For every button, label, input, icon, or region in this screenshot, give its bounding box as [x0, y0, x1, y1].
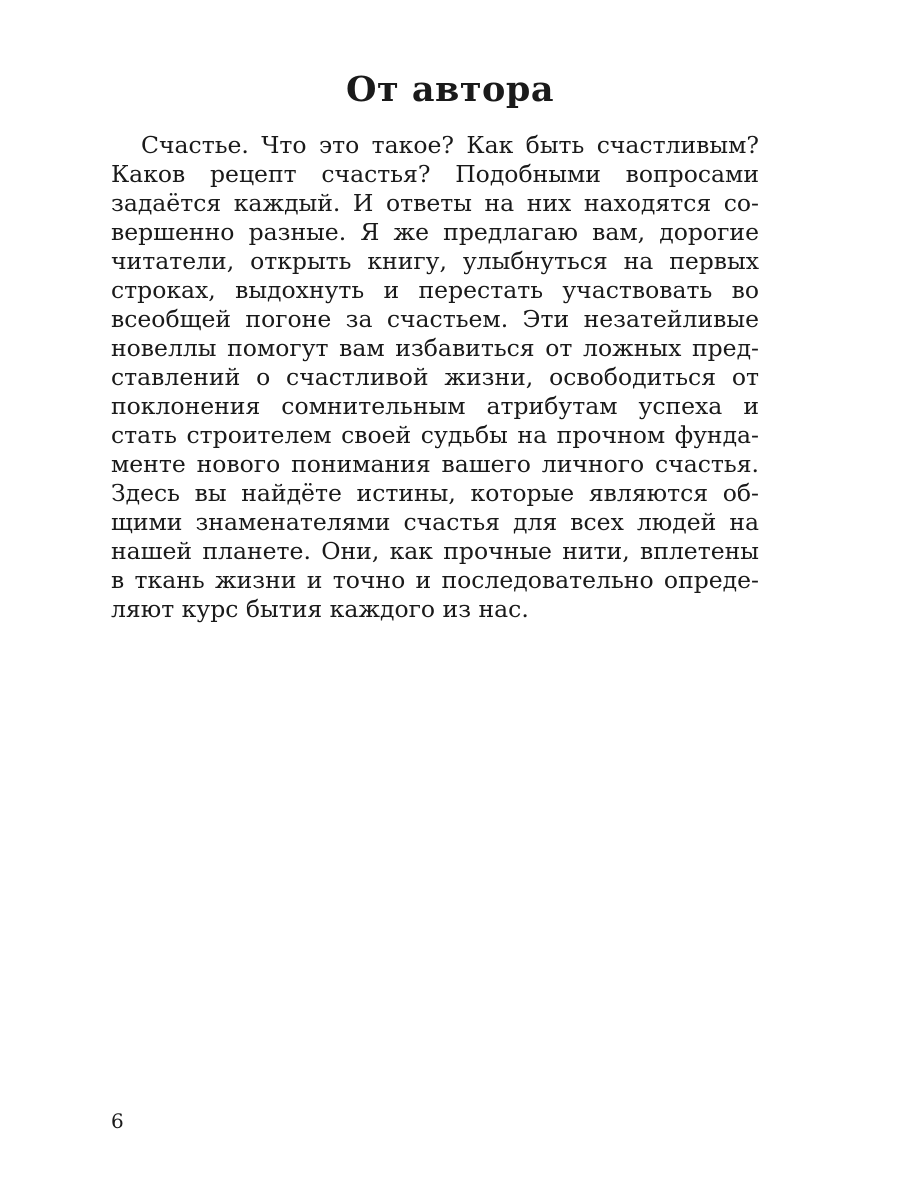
text-line: строках, выдохнуть и перестать участвовать во [111, 276, 759, 304]
text-line: нашей планете. Они, как прочные нити, вплетены [111, 537, 759, 565]
body-paragraph [111, 131, 759, 624]
text-line: стать строителем своей судьбы на прочном фунда- [111, 421, 759, 449]
text-line: ставлений о счастливой жизни, освободиться от [111, 363, 759, 391]
page-number: 6 [111, 1109, 124, 1133]
text-line: всеобщей погоне за счастьем. Эти незатейливые [111, 305, 759, 333]
page-title: От автора [345, 69, 555, 110]
text-line: читатели, открыть книгу, улыбнуться на первых [111, 247, 759, 275]
text-line: щими знаменателями счастья для всех людей на [111, 508, 759, 536]
text-line: задаётся каждый. И ответы на них находятся со- [111, 189, 759, 217]
text-line: Счастье. Что это такое? Как быть счастливым? [141, 131, 759, 159]
text-line: новеллы помогут вам избавиться от ложных пред- [111, 334, 759, 362]
text-line: ляют курс бытия каждого из нас. [111, 595, 529, 623]
text-line: Здесь вы найдёте истины, которые являются об- [111, 479, 759, 507]
text-line: в ткань жизни и точно и последовательно опреде- [111, 566, 759, 594]
text-line: вершенно разные. Я же предлагаю вам, дорогие [111, 218, 759, 246]
text-line: Каков рецепт счастья? Подобными вопросами [111, 160, 759, 188]
text-line: поклонения сомнительным атрибутам успеха и [111, 392, 759, 420]
text-line: менте нового понимания вашего личного счастья. [111, 450, 759, 478]
